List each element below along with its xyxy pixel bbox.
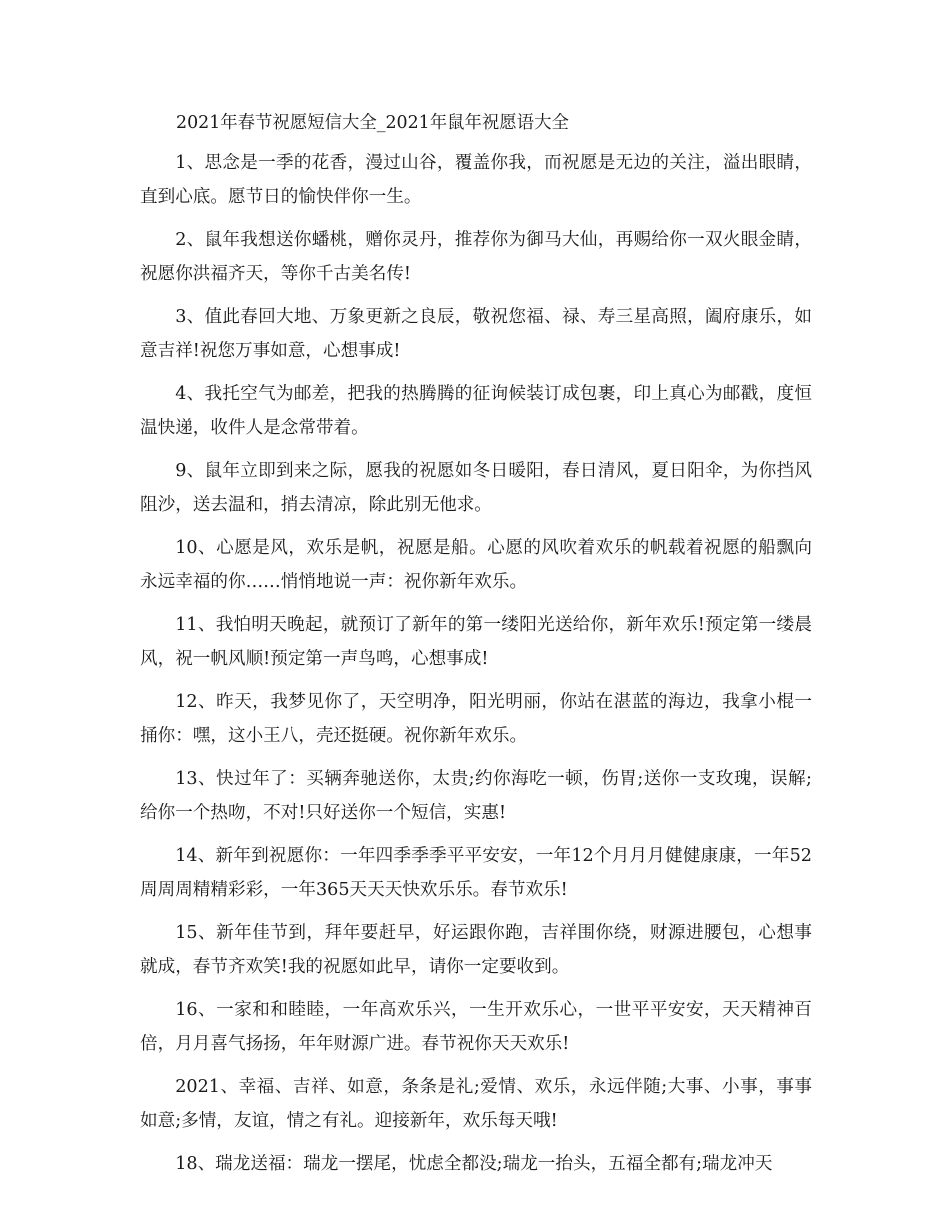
document-title: 2021年春节祝愿短信大全_2021年鼠年祝愿语大全 <box>176 113 569 133</box>
paragraph-2021: 2021、幸福、吉祥、如意，条条是礼;爱情、欢乐，永远伴随;大事、小事，事事如意;多情，友谊，情之有礼。迎接新年，欢乐每天哦! <box>140 1077 812 1131</box>
paragraph-15: 15、新年佳节到，拜年要赶早，好运跟你跑，吉祥围你绕，财源进腰包，心想事就成，春节齐欢笑!我的祝愿如此早，请你一定要收到。 <box>140 923 812 977</box>
paragraph-16: 16、一家和和睦睦，一年高欢乐兴，一生开欢乐心，一世平平安安，天天精神百倍，月月喜气扬扬，年年财源广进。春节祝你天天欢乐! <box>140 1000 812 1054</box>
paragraph-10: 10、心愿是风，欢乐是帆，祝愿是船。心愿的风吹着欢乐的帆载着祝愿的船飘向永远幸福的你……悄悄地说一声：祝你新年欢乐。 <box>140 538 812 592</box>
paragraph-3: 3、值此春回大地、万象更新之良辰，敬祝您福、禄、寿三星高照，阖府康乐，如意吉祥!祝您万事如意，心想事成! <box>140 307 812 361</box>
paragraph-12: 12、昨天，我梦见你了，天空明净，阳光明丽，你站在湛蓝的海边，我拿小棍一捅你：嘿，这小王八，壳还挺硬。祝你新年欢乐。 <box>140 692 812 746</box>
paragraph-14: 14、新年到祝愿你：一年四季季季平平安安，一年12个月月月健健康康，一年52周周周精精彩彩，一年365天天天快欢乐乐。春节欢乐! <box>140 846 812 900</box>
paragraph-4: 4、我托空气为邮差，把我的热腾腾的征询候装订成包裹，印上真心为邮戳，度恒温快递，收件人是念常带着。 <box>140 384 812 438</box>
paragraph-9: 9、鼠年立即到来之际，愿我的祝愿如冬日暖阳，春日清风，夏日阳伞，为你挡风阻沙，送去温和，捎去清凉，除此别无他求。 <box>140 461 812 515</box>
paragraph-13: 13、快过年了：买辆奔驰送你，太贵;约你海吃一顿，伤胃;送你一支玫瑰，误解;给你一个热吻，不对!只好送你一个短信，实惠! <box>140 769 812 823</box>
paragraph-2: 2、鼠年我想送你蟠桃，赠你灵丹，推荐你为御马大仙，再赐给你一双火眼金睛，祝愿你洪福齐天，等你千古美名传! <box>140 230 812 284</box>
document-body <box>140 110 812 1190</box>
paragraph-1: 1、思念是一季的花香，漫过山谷，覆盖你我，而祝愿是无边的关注，溢出眼睛，直到心底。愿节日的愉快伴你一生。 <box>140 153 812 207</box>
paragraph-18: 18、瑞龙送福：瑞龙一摆尾，忧虑全都没;瑞龙一抬头，五福全都有;瑞龙冲天 <box>175 1154 773 1174</box>
paragraph-11: 11、我怕明天晚起，就预订了新年的第一缕阳光送给你，新年欢乐!预定第一缕晨风，祝一帆风顺!预定第一声鸟鸣，心想事成! <box>140 615 812 669</box>
